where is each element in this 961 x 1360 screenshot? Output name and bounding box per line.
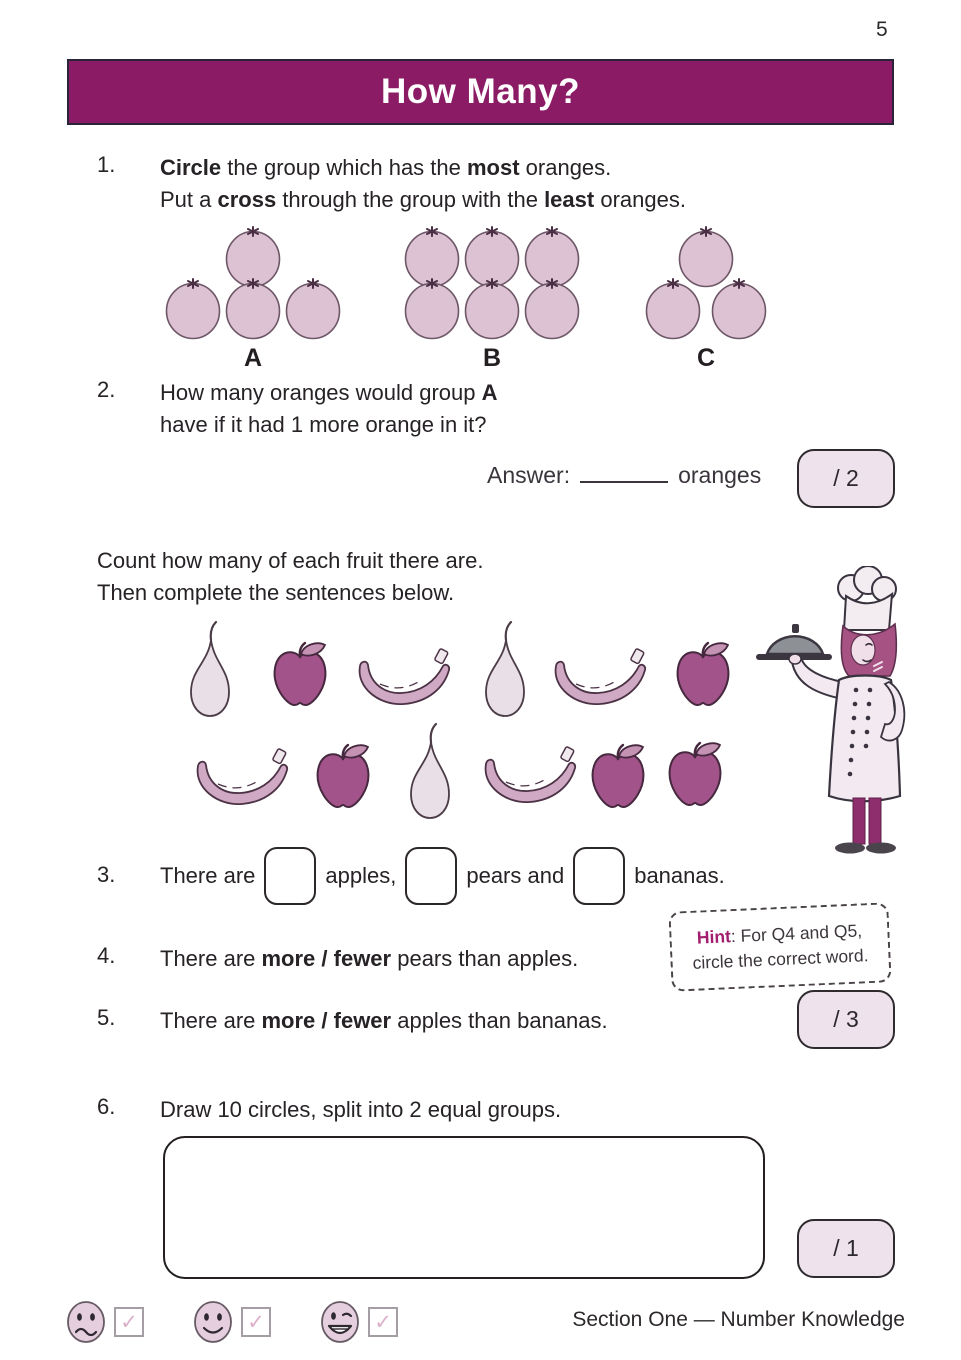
- check-icon: ✓: [120, 1310, 138, 1334]
- pear-icon: [479, 620, 531, 720]
- q3-apples-box[interactable]: [264, 847, 316, 905]
- orange-group-c: [644, 226, 768, 373]
- q2-line1: How many oranges would group A: [160, 380, 498, 405]
- q1-line2: Put a cross through the group with the least oranges.: [160, 187, 686, 212]
- banana-icon: [478, 738, 578, 810]
- q3-part4: bananas.: [634, 863, 725, 888]
- score-box-q2: / 2: [797, 449, 895, 508]
- fruit-pear: [404, 722, 456, 827]
- pear-icon: [404, 722, 456, 822]
- orange-icon: [224, 278, 282, 340]
- q2-text: [160, 377, 720, 441]
- orange-icon: [523, 278, 581, 340]
- orange-icon: [284, 278, 342, 340]
- banana-icon: [548, 640, 648, 712]
- orange-group-label: B: [482, 344, 502, 372]
- hint-label: Hint: [696, 925, 732, 948]
- orange-icon: [710, 278, 768, 340]
- fruit-apple: [586, 742, 650, 821]
- q3-part2: apples,: [325, 863, 397, 888]
- page-number: 5: [876, 18, 888, 41]
- chef-illustration: [750, 566, 932, 866]
- drawing-area[interactable]: [163, 1136, 765, 1279]
- count-intro-line2: Then complete the sentences below.: [97, 580, 455, 605]
- smiley-sad-icon: [66, 1300, 106, 1344]
- fruit-apple: [671, 640, 735, 719]
- pear-icon: [184, 620, 236, 720]
- orange-group-label: A: [243, 344, 263, 372]
- fruit-pear: [184, 620, 236, 725]
- orange-group-label: C: [696, 344, 716, 372]
- fruit-pear: [479, 620, 531, 725]
- q1-text: [160, 152, 800, 216]
- fruit-banana: [478, 738, 578, 815]
- q3-part1: There are: [160, 863, 256, 888]
- score-box-q5: / 3: [797, 990, 895, 1049]
- hint-text1: : For Q4 and Q5,: [730, 920, 863, 946]
- fruit-apple: [311, 742, 375, 821]
- feedback-option-sad: [66, 1300, 144, 1344]
- answer-blank[interactable]: [580, 461, 668, 483]
- smiley-happy-icon: [193, 1300, 233, 1344]
- check-icon: ✓: [247, 1310, 265, 1334]
- q4-number: 4.: [97, 943, 116, 968]
- q1-number: 1.: [97, 152, 116, 177]
- orange-row: [160, 278, 346, 340]
- check-icon: ✓: [374, 1310, 392, 1334]
- hint-text2: circle the correct word.: [692, 945, 869, 973]
- orange-icon: [403, 278, 461, 340]
- answer-suffix: oranges: [678, 462, 762, 488]
- fruit-banana: [190, 740, 290, 817]
- q2-line2: have if it had 1 more orange in it?: [160, 412, 487, 437]
- section-footer: Section One — Number Knowledge: [572, 1308, 905, 1331]
- feedback-option-wink: [320, 1300, 398, 1344]
- fruit-banana: [548, 640, 648, 717]
- q6-text: Draw 10 circles, split into 2 equal groups.: [160, 1097, 562, 1122]
- q1-line1: Circle the group which has the most oranges.: [160, 155, 612, 180]
- q2-answer-line: [487, 461, 761, 489]
- smiley-wink-icon: [320, 1300, 360, 1344]
- apple-icon: [663, 740, 727, 814]
- q4-text: There are more / fewer pears than apples.: [160, 946, 579, 971]
- q3-part3: pears and: [466, 863, 565, 888]
- q5-number: 5.: [97, 1005, 116, 1030]
- fruit-banana: [352, 640, 452, 717]
- fruit-apple: [663, 740, 727, 819]
- feedback-checkbox-happy[interactable]: [241, 1307, 271, 1337]
- page-header: [67, 59, 894, 125]
- q3-pears-box[interactable]: [405, 847, 457, 905]
- orange-icon: [644, 278, 702, 340]
- count-intro: [97, 545, 657, 609]
- fruit-apple: [268, 640, 332, 719]
- score-box-q6: / 1: [797, 1219, 895, 1278]
- q5-text: There are more / fewer apples than bananas.: [160, 1008, 608, 1033]
- feedback-checkbox-sad[interactable]: [114, 1307, 144, 1337]
- page-title: How Many?: [381, 72, 580, 111]
- feedback-option-happy: [193, 1300, 271, 1344]
- feedback-row: [66, 1300, 433, 1344]
- orange-icon: [463, 278, 521, 340]
- banana-icon: [190, 740, 290, 812]
- orange-group-a: [160, 226, 346, 373]
- banana-icon: [352, 640, 452, 712]
- q3-number: 3.: [97, 862, 116, 887]
- apple-icon: [671, 640, 735, 714]
- q3-sentence: [160, 846, 725, 906]
- orange-row: [399, 278, 585, 340]
- q2-number: 2.: [97, 377, 116, 402]
- apple-icon: [586, 742, 650, 816]
- q6-number: 6.: [97, 1094, 116, 1119]
- apple-icon: [268, 640, 332, 714]
- count-intro-line1: Count how many of each fruit there are.: [97, 548, 484, 573]
- feedback-checkbox-wink[interactable]: [368, 1307, 398, 1337]
- orange-group-b: [399, 226, 585, 373]
- apple-icon: [311, 742, 375, 816]
- answer-label: Answer:: [487, 462, 571, 488]
- orange-icon: [164, 278, 222, 340]
- chef-hat-icon: [838, 566, 896, 630]
- q3-bananas-box[interactable]: [573, 847, 625, 905]
